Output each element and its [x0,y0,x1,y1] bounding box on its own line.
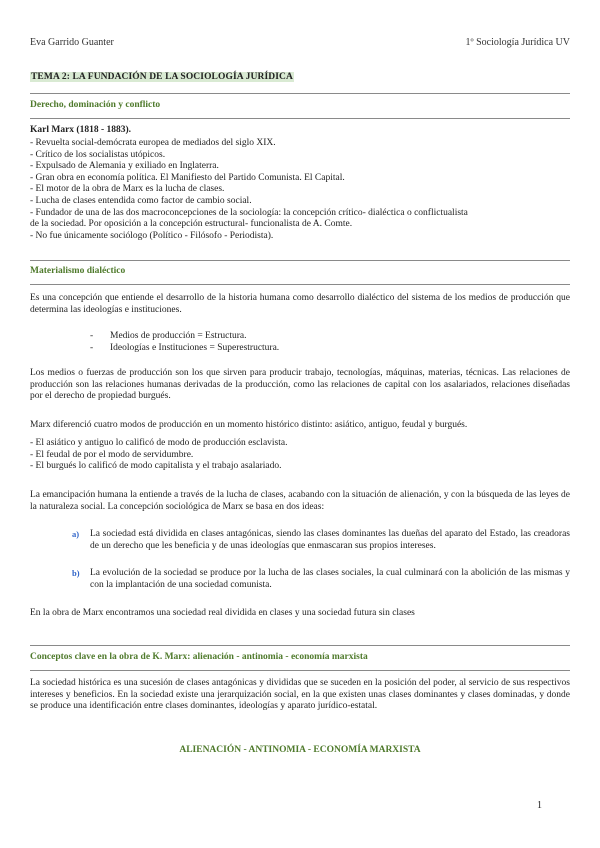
list-marker: b) [72,568,80,578]
divider [30,260,570,261]
paragraph-emancipacion: La emancipación humana la entiende a través de la lucha de clases, acabando con la situación de alienación, y con la búsqueda de las leyes de la naturaleza social. La concepción sociológica de Marx se basa en dos ideas: [30,490,570,512]
idea-text: La sociedad está dividida en clases antagónicas, siendo las clases dominantes las dueñas del aparato del Estado, las creadoras de un derecho que les beneficia y de unas ideologías que enmascaran sus propios intereses. [90,529,570,551]
document-page [30,0,570,848]
idea-a [72,529,570,552]
modes-list [30,438,570,473]
document-title: TEMA 2: LA FUNDACIÓN DE LA SOCIOLOGÍA JURÍDICA [31,72,293,82]
divider [30,118,570,119]
page-number: 1 [537,800,542,811]
idea-b [72,568,570,591]
divider [30,645,570,646]
marx-heading: Karl Marx (1818 - 1883). [30,125,132,135]
mode-line: - El asiático y antiguo lo calificó de modo de producción esclavista. [30,438,288,448]
fact-line: - No fue únicamente sociólogo (Político - Filósofo - Periodista). [30,230,274,241]
fact-line: de la sociedad. Por oposición a la concepción estructural- funcionalista de A. Comte. [30,219,353,230]
section-heading-materialismo: Materialismo dialéctico [30,266,126,276]
mode-line: - El burgués lo calificó de modo capitalista y el trabajo asalariado. [30,461,282,472]
paragraph-sociedad-clases: En la obra de Marx encontramos una sociedad real dividida en clases y una sociedad futura sin clases [30,608,415,618]
paragraph-fuerzas-produccion: Los medios o fuerzas de producción son los que sirven para producir trabajo, tecnologías, máquinas, materias, técnicas. Las relaciones de producción son las relaciones humanas derivadas de la producción, como las relaciones de capital con los asalariados, relaciones diseñadas por el derecho de propiedad burgués. [30,368,570,402]
bullet-mark: - [90,331,94,341]
divider [30,93,570,94]
fact-line: - Crítico de los socialistas utópicos. [30,149,166,160]
keywords-line: ALIENACIÓN - ANTINOMIA - ECONOMÍA MARXISTA [179,745,421,755]
idea-text: La evolución de la sociedad se produce por la lucha de las clases sociales, la cual culminará con la abolición de las mismas y con la implantación de una sociedad comunista. [90,568,570,590]
fact-line: - El motor de la obra de Marx es la lucha de clases. [30,184,225,195]
bullet-mark: - [90,343,94,353]
fact-line: - Fundador de una de las dos macroconcepciones de la sociología: la concepción crítico- dialéctica o conflictualista [30,207,468,218]
fact-line: - Lucha de clases entendida como factor de cambio social. [30,195,252,206]
bullet-estructura: Medios de producción = Estructura. [110,331,247,341]
paragraph-sociedad-historica: La sociedad histórica es una sucesión de clases antagónicas y divididas que se suceden en la posición del poder, al servicio de sus respectivos intereses y beneficios. En la sociedad existe una jerarquización social, en la que existen unas clases dominantes y clases dominadas, y donde se produce una identificación entre clases dominantes, ideologías y aparato jurídico-estatal. [30,678,570,712]
mode-line: - El feudal de por el modo de servidumbre. [30,449,194,460]
fact-line: - Expulsado de Alemania y exiliado en Inglaterra. [30,161,219,172]
section-heading-derecho: Derecho, dominación y conflicto [30,100,161,110]
fact-line: - Gran obra en economía política. El Manifiesto del Partido Comunista. El Capital. [30,172,345,183]
materialismo-intro: Es una concepción que entiende el desarrollo de la historia humana como desarrollo dialéctico del sistema de los medios de producción que determina las ideologías e instituciones. [30,293,570,315]
bullet-superestructura: Ideologías e Instituciones = Superestructura. [110,343,280,353]
marx-facts [30,138,570,242]
fact-line: - Revuelta social-demócrata europea de mediados del siglo XIX. [30,138,276,148]
divider [30,670,570,671]
divider [30,284,570,285]
header-course: 1º Sociología Jurídica UV [465,37,570,48]
section-heading-conceptos: Conceptos clave en la obra de K. Marx: alienación - antinomia - economía marxista [30,652,368,662]
paragraph-modos-produccion: Marx diferenció cuatro modos de producción en un momento histórico distinto: asiático, antiguo, feudal y burgués. [30,420,468,430]
list-marker: a) [72,529,80,539]
header-author: Eva Garrido Guanter [30,37,114,48]
